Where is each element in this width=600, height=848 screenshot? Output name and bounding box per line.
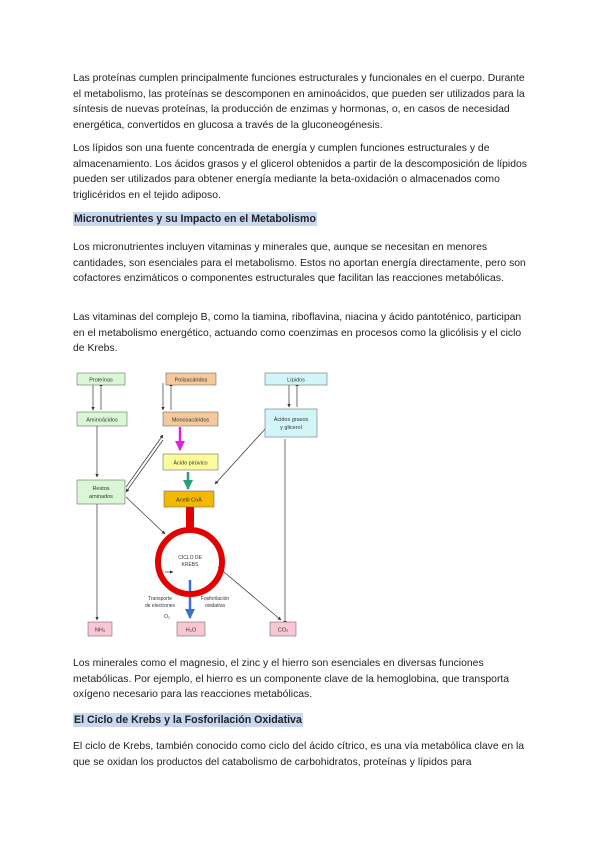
- label-restos-1: Restos: [92, 486, 110, 492]
- paragraph-proteinas: Las proteínas cumplen principalmente funciones estructurales y funcionales en el cuerpo. Durante el metabolismo, las proteínas se descomponen en aminoácidos, que pueden ser utilizados para la síntesis de nuevas proteínas, la producción de enzimas y hormonas, o, en casos de necesidad energética, convertidos en glucosa a través de la gluconeogénesis.: [73, 73, 525, 131]
- label-aminoacidos: Aminoácidos: [86, 417, 118, 424]
- label-acido-piruvico: Ácido pirúvico: [173, 460, 208, 467]
- label-polisacaridos: Polisacáridos: [174, 377, 208, 384]
- label-transporte-1: Transporte: [148, 596, 172, 602]
- label-transporte-2: de electrones: [144, 603, 176, 609]
- label-lipidos: Lípidos: [287, 377, 305, 384]
- label-restos-2: aminados: [89, 494, 113, 500]
- label-co2: CO₂: [277, 627, 289, 634]
- heading-ciclo-krebs: El Ciclo de Krebs y la Fosforilación Oxidativa: [74, 714, 302, 726]
- label-h2o: H₂O: [185, 627, 197, 634]
- paragraph-vitaminas: Las vitaminas del complejo B, como la tiamina, riboflavina, niacina y ácido pantoténico, participan en el metabolismo energético, actuando como coenzimas en procesos como la glicólisis y el ciclo de Krebs.: [73, 312, 522, 354]
- paragraph-lipidos: Los lípidos son una fuente concentrada de energía y cumplen funciones estructurales y de almacenamiento. Los ácidos grasos y el glicerol obtenidos a partir de la descomposición de lípidos pueden ser utilizados para obtener energía mediante la beta-oxidación o almacenados como triglicéridos en el tejido adiposo.: [73, 143, 527, 201]
- acetil-to-krebs-bar: [186, 506, 194, 530]
- krebs-label-line1: CICLO DE: [178, 555, 202, 561]
- paragraph-ciclo-krebs: El ciclo de Krebs, también conocido como ciclo del ácido cítrico, es una vía metabólica clave en la que se oxidan los productos del catabolismo de carbohidratos, proteínas y lípidos para: [73, 741, 525, 768]
- label-fosforilacion-2: oxidativa: [205, 603, 225, 609]
- metabolism-diagram: [70, 362, 340, 642]
- label-fosforilacion-1: Fosforilación: [200, 596, 230, 602]
- label-acidos-grasos-1: Ácidos grasos: [273, 417, 309, 423]
- box-acidos-grasos: [265, 409, 317, 437]
- paragraph-minerales: Los minerales como el magnesio, el zinc y el hierro son esenciales en diversas funciones metabólicas. Por ejemplo, el hierro es un componente clave de la hemoglobina, que transporta oxígeno necesario para las reacciones metabólicas.: [73, 658, 510, 700]
- label-o2: O₂: [164, 614, 170, 620]
- box-restos-aminados: [77, 480, 125, 504]
- label-nh3: NH₃: [94, 627, 106, 634]
- paragraph-micronutrientes: Los micronutrientes incluyen vitaminas y minerales que, aunque se necesitan en menores cantidades, son esenciales para el metabolismo. Estos no aportan energía directamente, pero son cofactores enzimáticos o componentes estructurales que facilitan las reacciones metabólicas.: [73, 242, 526, 284]
- label-monosacaridos: Monosacáridos: [171, 417, 210, 424]
- label-acetil-coa: Acetil CoA: [176, 497, 202, 504]
- label-acidos-grasos-2: y glicerol: [280, 425, 302, 431]
- heading-micronutrientes: Micronutrientes y su Impacto en el Metabolismo: [74, 213, 316, 225]
- krebs-label-line2: KREBS: [181, 562, 199, 568]
- label-proteinas: Proteínas: [89, 377, 113, 384]
